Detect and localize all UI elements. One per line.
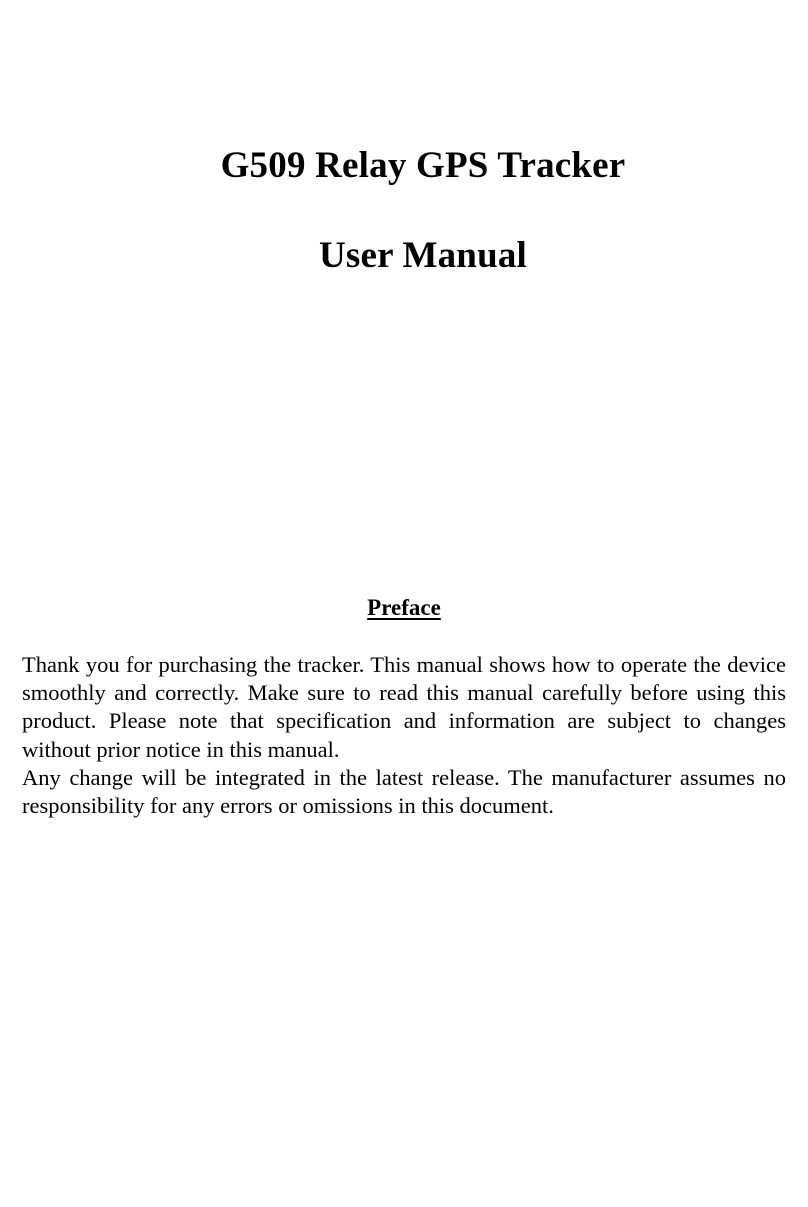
preface-heading: Preface [367, 595, 441, 620]
preface-paragraph: Any change will be integrated in the latest release. The manufacturer assumes no responsibility for any errors or omissions in this document. [22, 764, 786, 819]
preface-paragraph: Thank you for purchasing the tracker. This manual shows how to operate the device smoothly and correctly. Make sure to read this manual carefully before using this product. Please note that specification and information are subject to changes without prior notice in this manual. [22, 652, 786, 762]
preface-body [22, 651, 786, 820]
document-subtitle: User Manual [318, 235, 528, 276]
document-title: G509 Relay GPS Tracker [220, 145, 626, 186]
